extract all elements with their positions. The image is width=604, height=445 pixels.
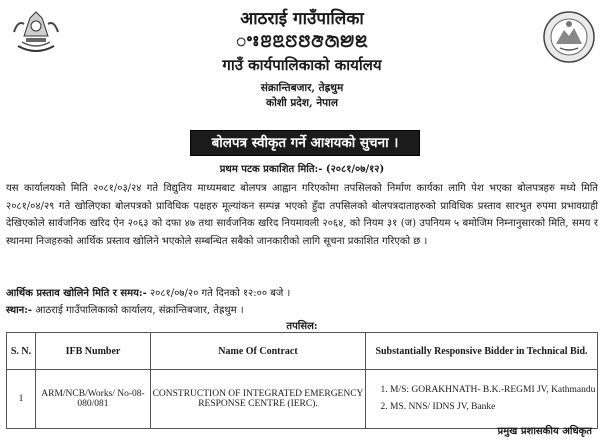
venue-line: [6, 302, 244, 316]
notice-title: बोलपत्र स्वीकृत गर्ने आशयको सुचना ।: [190, 130, 420, 156]
venue-value: आठराई गाउँपालिकाको कार्यालय, संक्रान्तिबजार, तेह्रथुम ।: [35, 305, 244, 316]
cell-ifb-number: ARM/NCB/Works/ No-08-080/081: [36, 370, 151, 429]
bid-schedule-table: [6, 332, 598, 429]
office-address: संक्रान्तिबजार, तेह्रथुम: [260, 82, 344, 94]
header-responsive-bidders: Substantially Responsive Bidder in Technical Bid.: [366, 333, 598, 370]
signature-designation: प्रमुख प्रशासकीय अधिकृत: [497, 426, 592, 437]
municipality-name-script: ꢀꢁꢂꢃꢄꢅꢆꢇꢈꢉ: [236, 32, 368, 52]
financial-opening-value: २०८१/०७/२० गते दिनको १२:०० बजे ।: [149, 288, 291, 299]
header-sn: S. N.: [7, 333, 36, 370]
venue-label: स्थान:-: [6, 305, 33, 316]
bidder-list: [374, 382, 596, 416]
header-ifb-number: IFB Number: [36, 333, 151, 370]
cell-bidders: [366, 370, 598, 429]
first-published-date: प्रथम पटक प्रकाशित मिति:- (२०८१/०७/१२): [219, 164, 385, 175]
cell-sn: 1: [7, 370, 36, 429]
schedule-label: तपसिल:: [286, 321, 318, 332]
header-contract-name: Name Of Contract: [151, 333, 366, 370]
municipality-name: आठराई गाउँपालिका: [240, 9, 364, 29]
financial-opening-line: [6, 285, 290, 299]
bidder-item: 2. MS. NNS/ IDNS JV, Banke: [390, 399, 596, 416]
table-row: [7, 370, 598, 429]
bidder-item: 1. M/S: GORAKHNATH- B.K.-REGMI JV, Kathmandu: [390, 382, 596, 399]
office-name: गाउँ कार्यपालिकाको कार्यालय: [222, 56, 382, 74]
cell-contract-name: CONSTRUCTION OF INTEGRATED EMERGENCY RESPONSE CENTRE (IERC).: [151, 370, 366, 429]
province-name: कोशी प्रदेश, नेपाल: [266, 97, 338, 109]
financial-opening-label: आर्थिक प्रस्ताव खोलिने मिति र समय:-: [6, 288, 147, 299]
table-header-row: [7, 333, 598, 370]
notice-body-paragraph: यस कार्यालयको मिति २०८१/०३/२४ गते विद्युतिय माध्यमबाट बोलपत्र आह्वान गरिएकोमा तपसिलको निर्माण कार्यका लागि पेश भएका बोलपत्रहरु मध्ये मिति २०८१/०४/२९ गते खोलिएका बोलपत्रको प्राविधिक पक्षहरु मूल्यांकन सम्पन्न भएको हुँदा तपसिलको बोलपत्रदाताहरुको प्राविधिक प्रस्ताव सारभुत रुपमा प्रभावग्राही देखिएकोले सार्वजनिक खरिद ऐन २०६३ को दफा ४७ तथा सार्वजनिक खरिद नियमावली २०६४, को नियम ३१ (ज) उपनियम ५ बमोजिम निम्नानुसारको मिति, समय र स्थानमा निजहरुको आर्थिक प्रस्ताव खोलिने भएकोले सम्बन्धित सबैको जानकारीको लागि सूचना प्रकाशित गरिएको छ ।: [6, 183, 598, 247]
